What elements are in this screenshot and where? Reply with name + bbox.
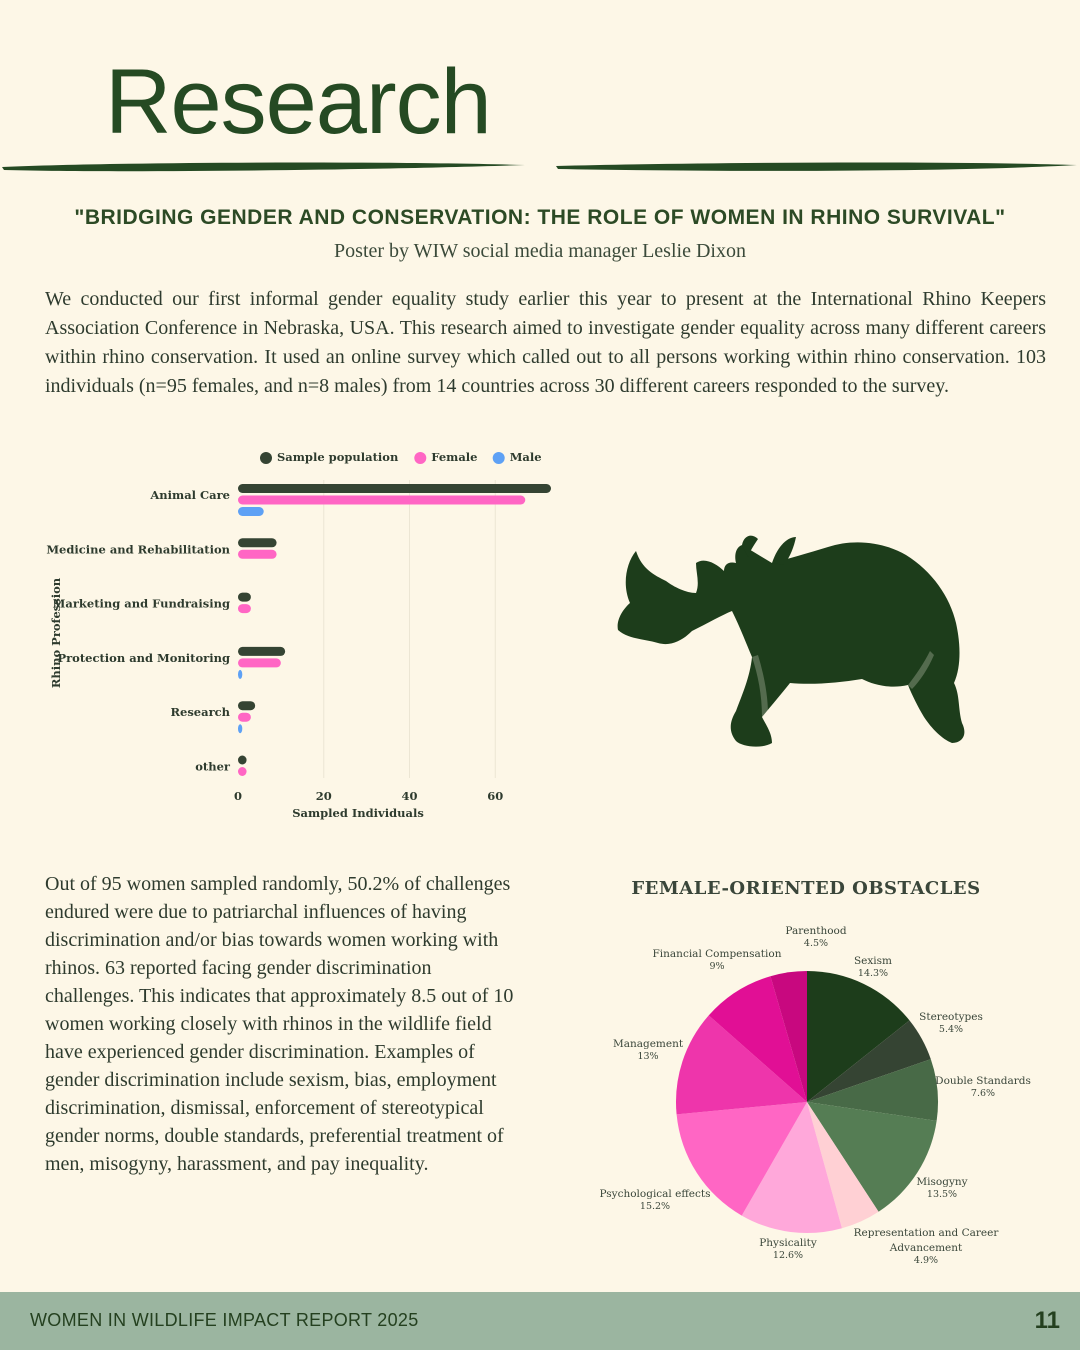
pie-label-text: Advancement [889,1242,963,1254]
pie-label-text: Misogyny [916,1176,968,1188]
x-tick-label: 20 [315,789,332,803]
findings-paragraph: Out of 95 women sampled randomly, 50.2% of challenges endured were due to patriarchal influences of having discrimination and/or bias towards women working with rhinos. 63 reported facing gender discrimination challenges. This indicates that approximately 8.5 out of 10 women working closely with rhinos in the wildlife field have experienced gender discrimination. Examples of gender discrimination include sexism, bias, employment discrimination, dismissal, enforcement of stereotypical gender norms, double standards, preferential treatment of men, misogyny, harassment, and pay inequality. [45,873,514,1175]
bar-marketing-and-fundraising-sample-population [238,593,251,602]
obstacles-pie-chart [590,915,1050,1275]
bar-medicine-and-rehabilitation-sample-population [238,538,277,547]
pie-label-text: Physicality [759,1237,817,1249]
pie-value-text: 5.4% [938,1024,964,1035]
legend-label-sample-population: Sample population [277,450,399,464]
pie-value-text: 4.5% [803,938,829,949]
bar-protection-and-monitoring-male [238,670,242,679]
bar-research-sample-population [238,701,255,710]
bar-protection-and-monitoring-sample-population [238,647,285,656]
pie-label-stereotypes [919,1011,983,1035]
brush-stroke-right [556,162,1077,170]
y-tick-label-protection-and-monitoring: Protection and Monitoring [57,650,230,665]
bar-marketing-and-fundraising-female [238,604,251,613]
pie-value-text: 13.5% [926,1189,958,1200]
pie-label-double-standards [935,1075,1031,1099]
y-axis-label: Rhino Profession [49,577,63,689]
bar-protection-and-monitoring-female [238,658,281,667]
x-axis-label: Sampled Individuals [292,806,424,820]
footer-bar [0,1292,1080,1350]
pie-label-psychological-effects [599,1188,710,1212]
rhino-silhouette-icon [612,535,967,750]
legend-label-male: Male [509,450,542,464]
bar-animal-care-sample-population [238,484,551,493]
legend-marker-female [414,452,426,464]
y-tick-label-animal-care: Animal Care [150,488,230,502]
bar-animal-care-female [238,496,525,505]
pie-label-text: Stereotypes [919,1011,983,1023]
page-title: Research [105,51,491,153]
pie-label-physicality [759,1237,817,1261]
poster-title: "BRIDGING GENDER AND CONSERVATION: THE ROLE OF WOMEN IN RHINO SURVIVAL" [74,206,1006,229]
bar-animal-care-male [238,507,264,516]
legend-marker-sample-population [260,452,272,464]
x-tick-label: 40 [401,789,418,803]
brush-divider [0,158,1080,180]
legend-label-female: Female [431,450,478,464]
pie-label-text: Double Standards [935,1075,1031,1087]
pie-value-text: 15.2% [639,1201,671,1212]
pie-label-financial-compensation [653,948,782,972]
pie-label-text: Representation and Career [853,1227,999,1239]
x-tick-label: 60 [487,789,504,803]
y-tick-label-medicine-and-rehabilitation: Medicine and Rehabilitation [46,542,230,557]
brush-stroke-left [2,163,525,172]
legend-marker-male [493,452,505,464]
y-tick-label-other: other [195,759,230,774]
y-tick-label-research: Research [170,705,230,720]
bar-research-male [238,724,242,733]
pie-label-text: Financial Compensation [652,948,782,960]
bar-medicine-and-rehabilitation-female [238,550,277,559]
poster-subtitle: Poster by WIW social media manager Leslie Dixon [334,240,746,262]
y-tick-label-marketing-and-fundraising: Marketing and Fundraising [52,596,230,611]
pie-label-misogyny [916,1176,967,1200]
pie-value-text: 9% [709,961,725,972]
bar-other-female [238,767,247,776]
pie-label-parenthood [785,925,846,949]
pie-label-text: Parenthood [785,925,847,937]
footer-report-title: WOMEN IN WILDLIFE IMPACT REPORT 2025 [30,1310,419,1330]
pie-label-management [613,1038,684,1062]
pie-label-representation-and-career-advancement [854,1227,1000,1266]
profession-bar-chart [40,440,580,840]
bar-research-female [238,713,251,722]
pie-value-text: 14.3% [857,968,889,979]
pie-label-sexism [854,955,892,979]
bar-other-sample-population [238,756,247,765]
pie-label-text: Management [612,1038,684,1050]
pie-value-text: 12.6% [772,1250,804,1261]
x-tick-label: 0 [233,789,243,803]
page-number: 11 [1034,1307,1060,1334]
pie-label-text: Sexism [853,955,893,967]
pie-chart-title: FEMALE-ORIENTED OBSTACLES [631,878,981,899]
pie-value-text: 4.9% [913,1255,939,1266]
pie-value-text: 7.6% [970,1088,996,1099]
intro-paragraph: We conducted our first informal gender equality study earlier this year to present at the International Rhino Keepers Association Conference in Nebraska, USA. This research aimed to investigate gender equality across many different careers within rhino conservation. It used an online survey which called out to all persons working within rhino conservation. 103 individuals (n=95 females, and n=8 males) from 14 countries across 30 different careers responded to the survey. [45,288,1046,397]
pie-value-text: 13% [637,1051,659,1062]
pie-label-text: Psychological effects [599,1188,711,1200]
